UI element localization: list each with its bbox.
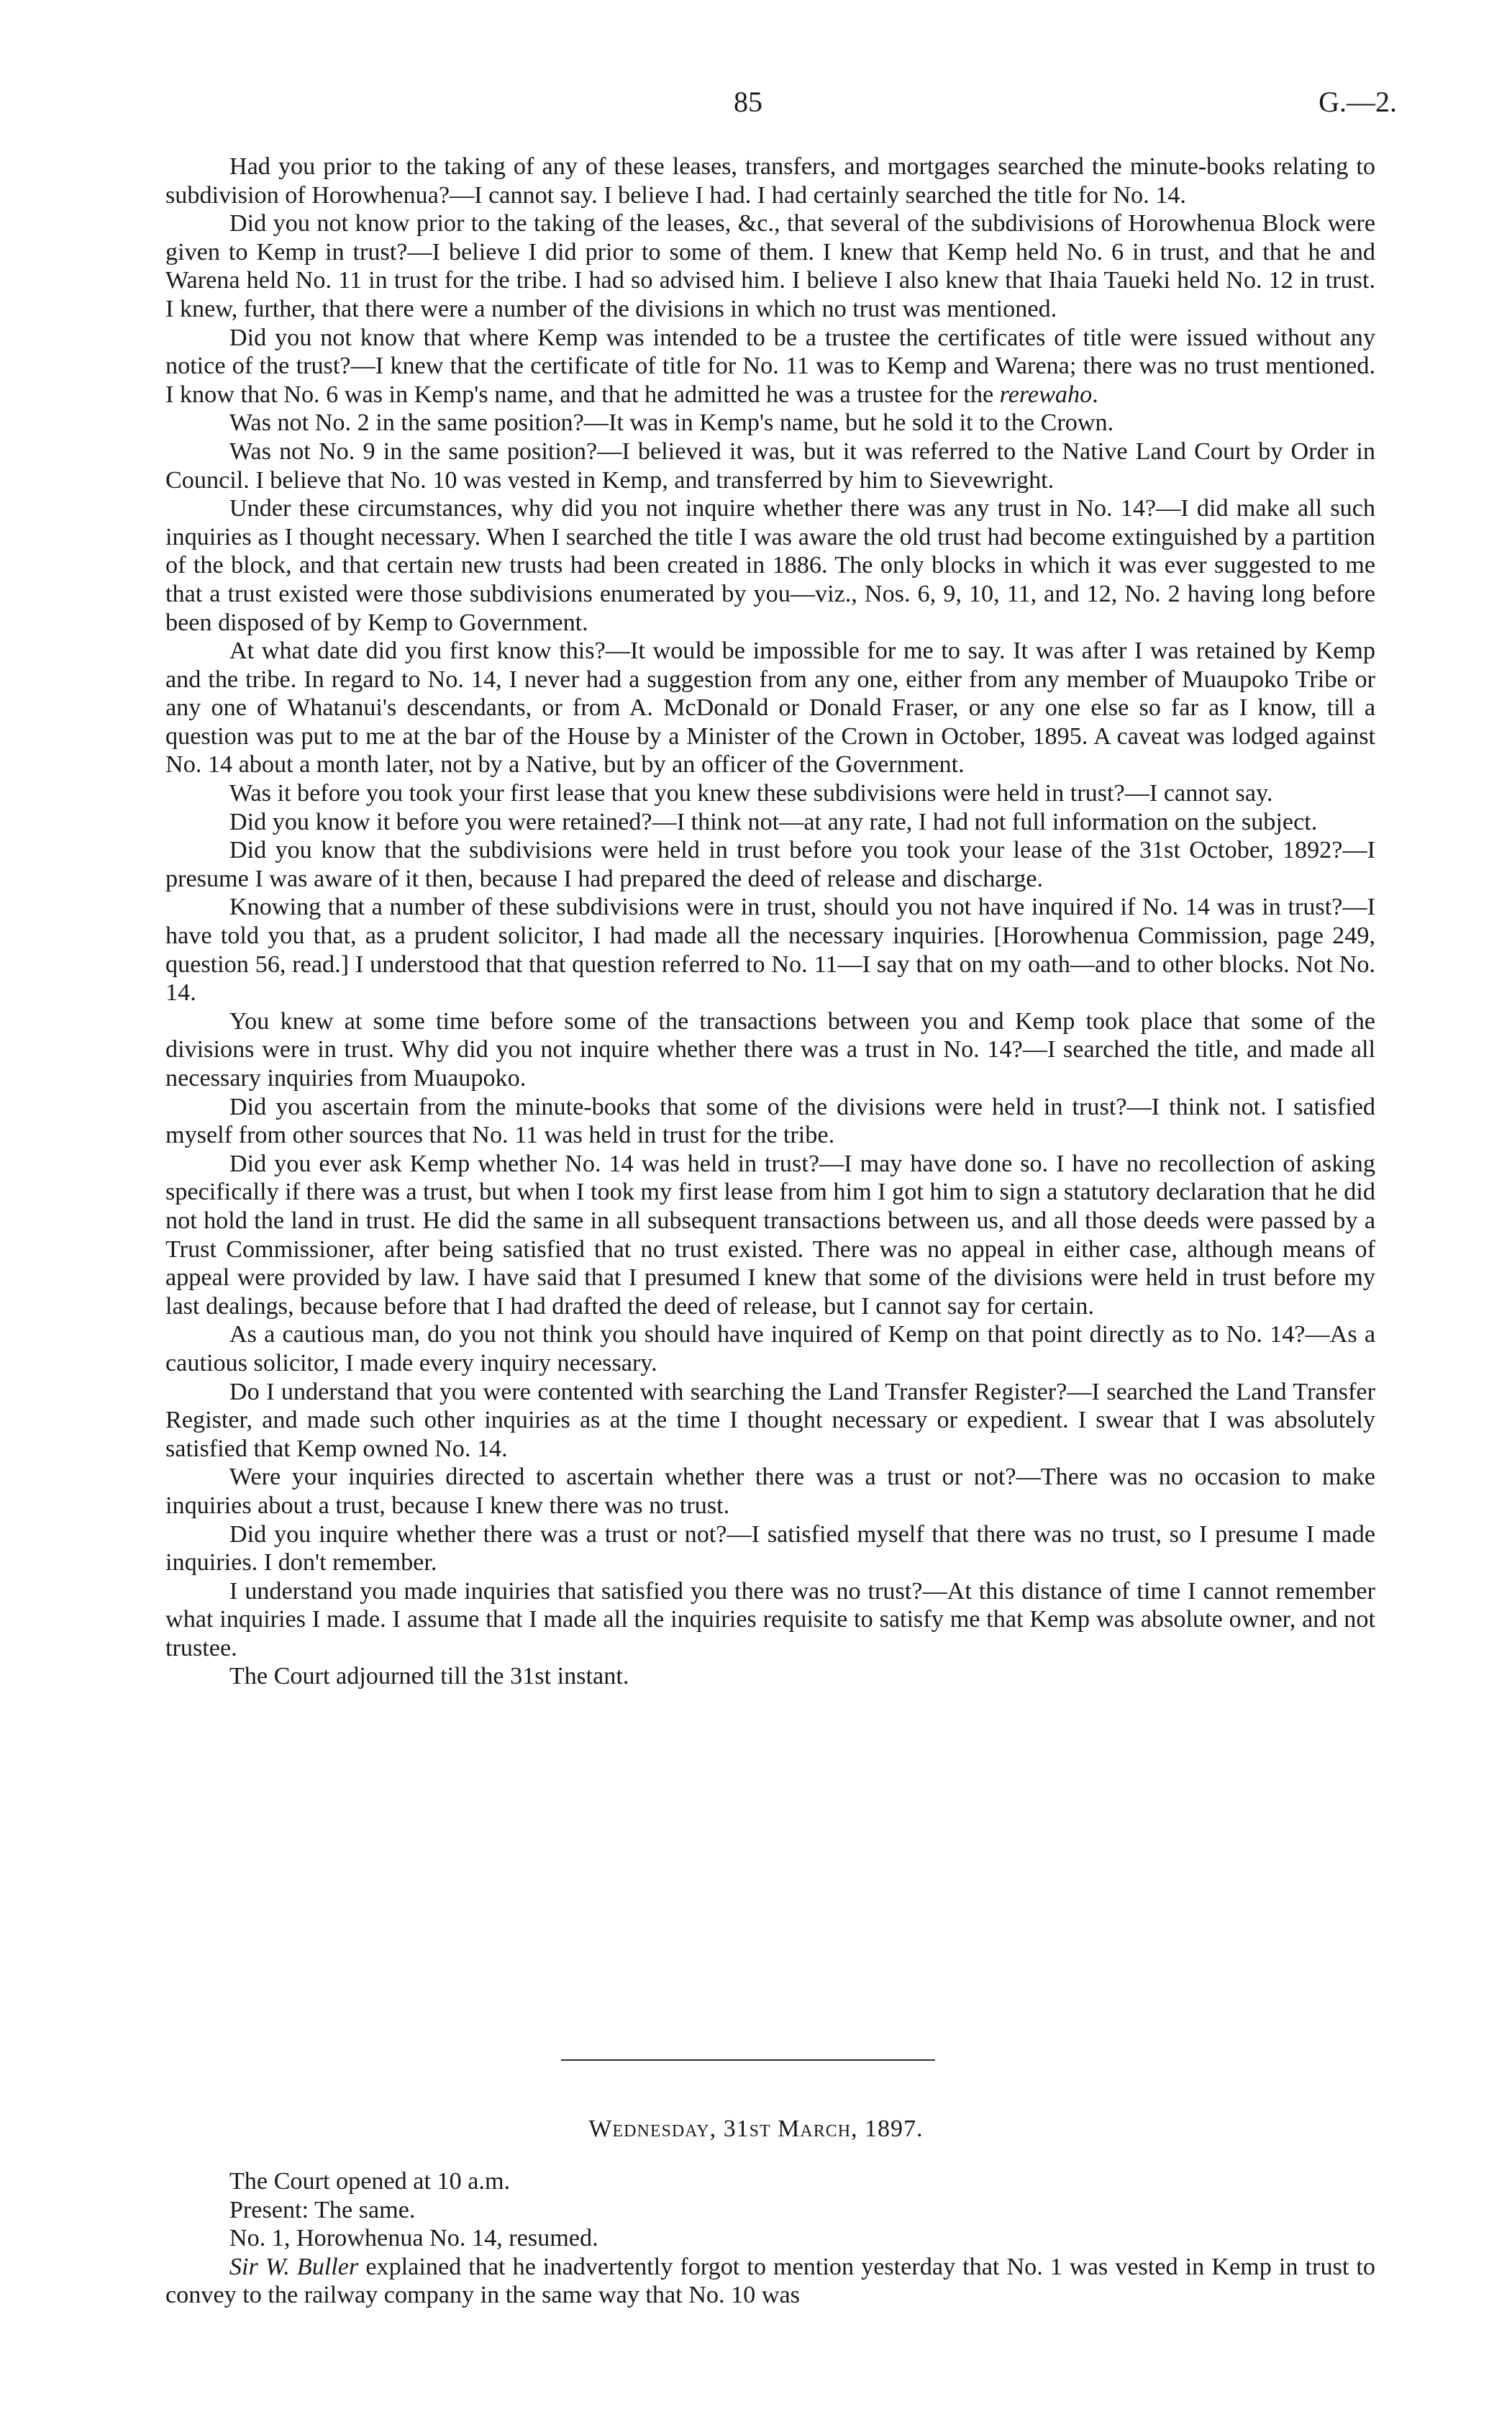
- session-line: The Court opened at 10 a.m.: [229, 2168, 511, 2195]
- paragraph: Did you know it before you were retained?—I think not—at any rate, I had not full information on the subject.: [229, 808, 1318, 835]
- italic-term: rerewaho: [999, 381, 1093, 408]
- paragraph: At what date did you first know this?—It would be impossible for me to say. It was after I was retained by Kemp and the tribe. In regard to No. 14, I never had a suggestion from any one, either from any member of Muaupoko Tribe or any one of Whatanui's descendants, or from A. McDonald or Donald Fraser, or any one else so far as I know, till a question was put to me at the bar of the House by a Minister of the Crown in October, 1895. A caveat was lodged against No. 14 about a month later, not by a Native, but by an officer of the Government.: [165, 638, 1375, 779]
- paragraph: Did you not know that where Kemp was intended to be a trustee the certificates of title were issued without any notice of the trust?—I knew that the certificate of title for No. 11 was to Kemp and Warena; there was no trust mentioned. I know that No. 6 was in Kemp's name, and that he admitted he was a trustee for the rerewaho.: [165, 324, 1375, 408]
- paragraph: Was not No. 2 in the same position?—It was in Kemp's name, but he sold it to the Crown.: [229, 409, 1114, 437]
- paragraph: I understand you made inquiries that satisfied you there was no trust?—At this distance of time I cannot remember what inquiries I made. I assume that I made all the inquiries requisite to satisfy me that Kemp was absolute owner, and not trustee.: [165, 1577, 1375, 1661]
- paragraph: The Court adjourned till the 31st instant.: [229, 1663, 629, 1690]
- paragraph: Were your inquiries directed to ascertain whether there was a trust or not?—There was no occasion to make inquiries about a trust, because I knew there was no trust.: [165, 1464, 1375, 1519]
- paragraph: Did you know that the subdivisions were held in trust before you took your lease of the 31st October, 1892?—I presume I was aware of it then, because I had prepared the deed of release and discharge.: [165, 837, 1375, 892]
- paragraph: Had you prior to the taking of any of these leases, transfers, and mortgages searched the minute-books relating to subdivision of Horowhenua?—I cannot say. I believe I had. I had certainly searched the title for No. 14.: [165, 153, 1375, 209]
- paragraph: As a cautious man, do you not think you should have inquired of Kemp on that point directly as to No. 14?—As a cautious solicitor, I made every inquiry necessary.: [165, 1321, 1375, 1376]
- document-reference: G.—2.: [1319, 86, 1397, 118]
- date-heading: Wednesday, 31st March, 1897.: [588, 2115, 924, 2142]
- page-number: 85: [734, 86, 762, 118]
- paragraph: Do I understand that you were contented with searching the Land Transfer Register?—I searched the Land Transfer Register, and made such other inquiries as at the time I thought necessary or expedient. I swear that I was absolutely satisfied that Kemp owned No. 14.: [165, 1378, 1375, 1462]
- paragraph: Under these circumstances, why did you not inquire whether there was any trust in No. 14?—I did make all such inquiries as I thought necessary. When I searched the title I was aware the old trust had become extinguished by a partition of the block, and that certain new trusts had been created in 1886. The only blocks in which it was ever suggested to me that a trust existed were those subdivisions enumerated by you—viz., Nos. 6, 9, 10, 11, and 12, No. 2 having long before been disposed of by Kemp to Government.: [165, 495, 1375, 636]
- closing-paragraph: [165, 2253, 1375, 2310]
- paragraph: Did you ever ask Kemp whether No. 14 was held in trust?—I may have done so. I have no recollection of asking specifically if there was a trust, but when I took my first lease from him I got him to sign a statutory declaration that he did not hold the land in trust. He did the same in all subsequent transactions between us, and all those deeds were passed by a Trust Commissioner, after being satisfied that no trust existed. There was no appeal in either case, although means of appeal were provided by law. I have said that I presumed I knew that some of the divisions were held in trust before my last dealings, because before that I had drafted the deed of release, but I cannot say for certain.: [165, 1150, 1375, 1320]
- paragraph: You knew at some time before some of the transactions between you and Kemp took place that some of the divisions were in trust. Why did you not inquire whether there was a trust in No. 14?—I searched the title, and made all necessary inquiries from Muaupoko.: [165, 1007, 1375, 1092]
- session-body: [165, 2167, 1375, 2310]
- paragraph: Was not No. 9 in the same position?—I believed it was, but it was referred to the Native Land Court by Order in Council. I believe that No. 10 was vested in Kemp, and transferred by him to Sievewright.: [165, 437, 1375, 494]
- paragraph: Knowing that a number of these subdivisions were in trust, should you not have inquired if No. 14 was in trust?—I have told you that, as a prudent solicitor, I had made all the necessary inquiries. [Horowhenua Commission, page 249, question 56, read.] I understood that that question referred to No. 11—I say that on my oath—and to other blocks. Not No. 14.: [165, 894, 1375, 1007]
- session-line: Present: The same.: [229, 2196, 416, 2223]
- paragraph: Did you ascertain from the minute-books that some of the divisions were held in trust?—I think not. I satisfied myself from other sources that No. 11 was held in trust for the tribe.: [165, 1093, 1375, 1149]
- paragraph: Did you inquire whether there was a trust or not?—I satisfied myself that there was no trust, so I presume I made inquiries. I don't remember.: [165, 1520, 1375, 1577]
- paragraph: Was it before you took your first lease that you knew these subdivisions were held in trust?—I cannot say.: [229, 780, 1273, 807]
- testimony-body: [165, 153, 1375, 1691]
- closing-paragraph-text: explained that he inadvertently forgot to mention yesterday that No. 1 was vested in Kemp in trust to convey to the railway company in the same way that No. 10 was: [165, 2253, 1375, 2309]
- section-divider: [561, 2059, 935, 2061]
- speaker-name: Sir W. Buller: [229, 2253, 359, 2280]
- paragraph: Did you not know prior to the taking of the leases, &c., that several of the subdivisions of Horowhenua Block were given to Kemp in trust?—I believe I did prior to some of them. I knew that Kemp held No. 6 in trust, and that he and Warena held No. 11 in trust for the tribe. I had so advised him. I believe I also knew that Ihaia Taueki held No. 12 in trust. I knew, further, that there were a number of the divisions in which no trust was mentioned.: [165, 210, 1375, 322]
- session-line: No. 1, Horowhenua No. 14, resumed.: [229, 2225, 598, 2252]
